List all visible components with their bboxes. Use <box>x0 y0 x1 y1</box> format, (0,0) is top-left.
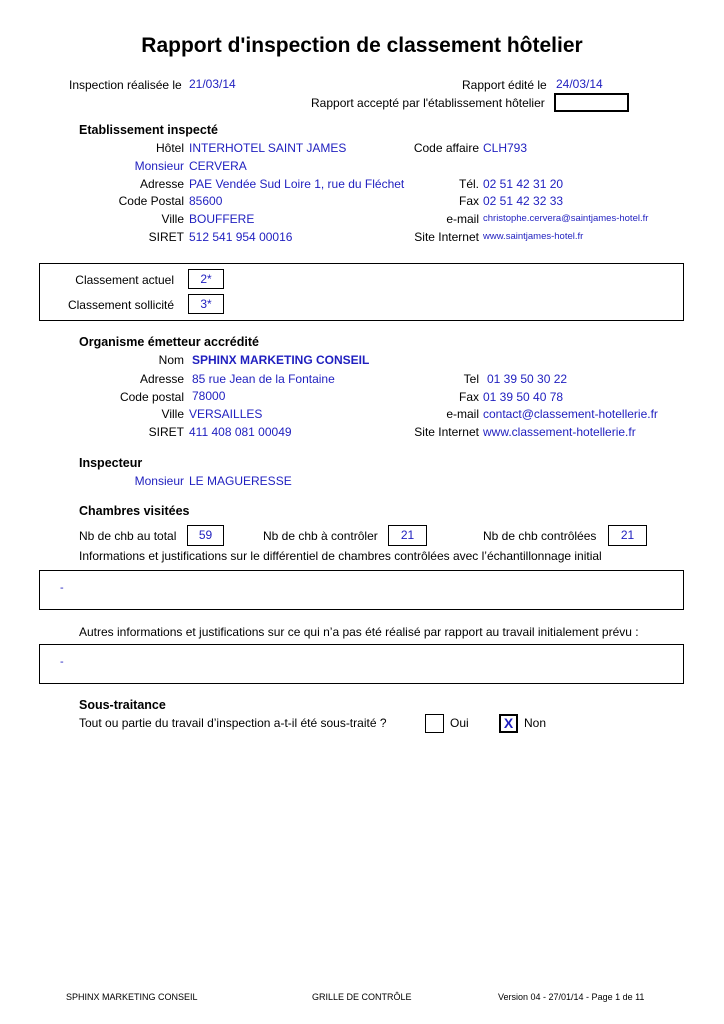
org-adresse-label: Adresse <box>139 372 184 386</box>
email-value[interactable]: christophe.cervera@saintjames-hotel.fr <box>483 213 649 224</box>
oui-label: Oui <box>450 716 469 730</box>
org-tel-value: 01 39 50 30 22 <box>487 372 568 386</box>
classement-actuel-value: 2* <box>188 269 224 289</box>
org-fax-value: 01 39 50 40 78 <box>483 390 564 404</box>
org-fax-label: Fax <box>458 390 479 404</box>
code-affaire-label: Code affaire <box>413 141 479 155</box>
inspecteur-civilite: Monsieur <box>134 474 184 488</box>
oui-checkbox[interactable] <box>425 714 444 733</box>
adresse-value: PAE Vendée Sud Loire 1, rue du Fléchet <box>189 177 405 191</box>
classement-box <box>39 263 684 321</box>
siret-value: 512 541 954 00016 <box>189 230 293 244</box>
org-tel-label: Tel <box>463 372 479 386</box>
footer-right: Version 04 - 27/01/14 - Page 1 de 11 <box>498 992 645 1002</box>
autres-info-box[interactable] <box>39 644 684 684</box>
inspecteur-section-title: Inspecteur <box>79 456 143 470</box>
rapport-date-value: 24/03/14 <box>556 77 603 91</box>
classement-sollicite-label: Classement sollicité <box>67 298 174 312</box>
footer-center: GRILLE DE CONTRÔLE <box>312 992 412 1002</box>
chb-total-value: 59 <box>187 525 224 546</box>
fax-label: Fax <box>458 194 479 208</box>
inspecteur-nom: LE MAGUERESSE <box>189 474 292 488</box>
non-checkbox[interactable]: X <box>499 714 518 733</box>
org-ville-label: Ville <box>161 407 184 421</box>
tel-value: 02 51 42 31 20 <box>483 177 564 191</box>
email-label: e-mail <box>446 212 479 226</box>
adresse-label: Adresse <box>139 177 184 191</box>
etablissement-section-title: Etablissement inspecté <box>79 123 218 137</box>
chb-info-label: Informations et justifications sur le différentiel de chambres contrôlées avec l’échantillonnage initial <box>79 549 602 563</box>
cp-value: 85600 <box>189 194 223 208</box>
non-label: Non <box>524 716 547 730</box>
site-label: Site Internet <box>414 230 479 244</box>
org-nom-value: SPHINX MARKETING CONSEIL <box>192 353 370 367</box>
chb-info-box[interactable] <box>39 570 684 610</box>
org-adresse-value: 85 rue Jean de la Fontaine <box>192 372 335 386</box>
inspection-date-value: 21/03/14 <box>189 77 236 91</box>
accepte-box[interactable] <box>554 93 629 112</box>
contact-civilite: Monsieur <box>134 159 184 173</box>
org-email-label: e-mail <box>446 407 479 421</box>
inspection-date-label: Inspection réalisée le <box>69 78 182 92</box>
siret-label: SIRET <box>148 230 184 244</box>
org-siret-label: SIRET <box>148 425 184 439</box>
chambres-section-title: Chambres visitées <box>79 504 190 518</box>
accepte-label: Rapport accepté par l'établissement hôtelier <box>311 96 545 110</box>
cp-label: Code Postal <box>118 194 184 208</box>
tel-label: Tél. <box>458 177 479 191</box>
org-site-value[interactable]: www.classement-hotellerie.fr <box>483 425 636 439</box>
chb-controlees-value: 21 <box>608 525 647 546</box>
page-title: Rapport d'inspection de classement hôtelier <box>141 34 583 57</box>
footer-left: SPHINX MARKETING CONSEIL <box>66 992 198 1002</box>
org-site-label: Site Internet <box>414 425 479 439</box>
chb-info-value: - <box>60 582 64 594</box>
hotel-label: Hôtel <box>155 141 184 155</box>
org-nom-label: Nom <box>158 353 184 367</box>
org-siret-value: 411 408 081 00049 <box>189 425 292 439</box>
hotel-value: INTERHOTEL SAINT JAMES <box>189 141 347 155</box>
sous-traitance-section-title: Sous-traitance <box>79 698 166 712</box>
chb-total-label: Nb de chb au total <box>79 529 177 543</box>
org-email-value[interactable]: contact@classement-hotellerie.fr <box>483 407 658 421</box>
autres-info-label: Autres informations et justifications sur ce qui n’a pas été réalisé par rapport au travail initialement prévu : <box>79 625 639 639</box>
fax-value: 02 51 42 32 33 <box>483 194 564 208</box>
org-cp-label: Code postal <box>119 390 184 404</box>
classement-sollicite-value: 3* <box>188 294 224 314</box>
code-affaire-value: CLH793 <box>483 141 528 155</box>
ville-label: Ville <box>161 212 184 226</box>
ville-value: BOUFFERE <box>189 212 255 226</box>
chb-a-controler-value: 21 <box>388 525 427 546</box>
autres-info-value: - <box>60 656 64 668</box>
site-value[interactable]: www.saintjames-hotel.fr <box>483 231 584 242</box>
org-cp-value: 78000 <box>192 389 226 403</box>
organisme-section-title: Organisme émetteur accrédité <box>79 335 259 349</box>
chb-a-controler-label: Nb de chb à contrôler <box>263 529 378 543</box>
contact-name: CERVERA <box>189 159 247 173</box>
classement-actuel-label: Classement actuel <box>75 273 174 287</box>
chb-controlees-label: Nb de chb contrôlées <box>483 529 597 543</box>
rapport-date-label: Rapport édité le <box>462 78 547 92</box>
org-ville-value: VERSAILLES <box>189 407 263 421</box>
sous-traitance-question: Tout ou partie du travail d’inspection a-t-il été sous-traité ? <box>79 716 387 730</box>
